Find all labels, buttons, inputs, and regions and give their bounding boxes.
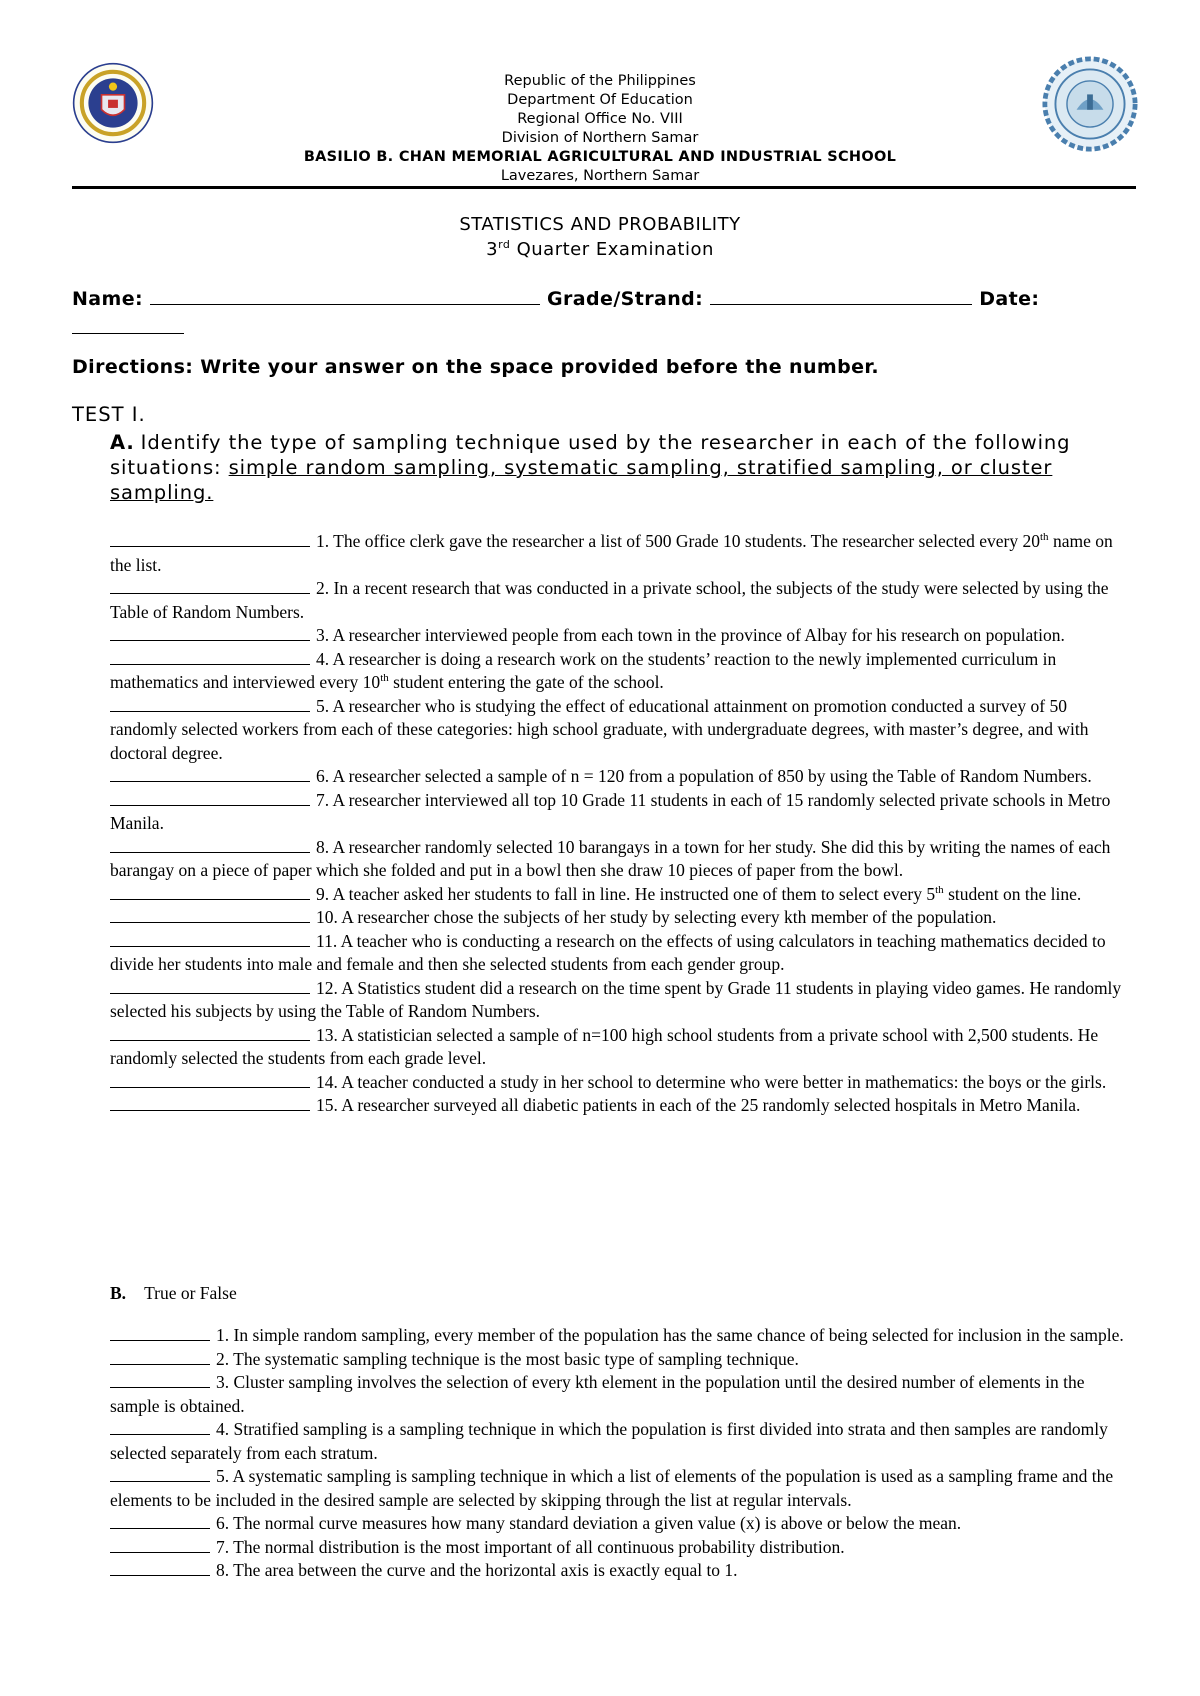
header-region: Regional Office No. VIII — [517, 111, 683, 127]
item-superscript: th — [380, 672, 389, 685]
part-a-item — [110, 883, 1135, 907]
item-text: 4. A researcher is doing a research work on the students’ reaction to the newly implemented curriculum in mathematics and interviewed every 10 — [110, 648, 1057, 692]
part-b-item — [110, 1465, 1135, 1512]
part-a-options: simple random sampling, systematic sampling, stratified sampling, or cluster sampling. — [110, 456, 1053, 504]
part-a-item — [110, 765, 1135, 789]
item-text: 1. In simple random sampling, every member of the population has the same chance of being selected for inclusion in the sample. — [216, 1325, 1124, 1345]
answer-blank[interactable] — [110, 1024, 310, 1041]
item-text: 11. A teacher who is conducting a research on the effects of using calculators in teaching mathematics decided to divide her students into male and female and then she selected students from each gender group. — [110, 930, 1106, 974]
answer-blank[interactable] — [110, 1371, 210, 1388]
item-text-cont: name on the list. — [110, 531, 1113, 575]
part-b-item — [110, 1348, 1135, 1372]
item-text: 7. The normal distribution is the most important of all continuous probability distribution. — [216, 1536, 845, 1557]
student-info-line — [72, 284, 1132, 342]
item-text: 8. A researcher randomly selected 10 barangays in a town for her study. She did this by writing the names of each barangay on a piece of paper which she folded and put in a bowl then she draw 10 pieces of paper from the bowl. — [110, 836, 1111, 880]
deped-seal-icon — [72, 62, 154, 144]
part-b-title: True or False — [144, 1283, 237, 1303]
part-a-items — [110, 530, 1135, 1118]
item-text: 6. A researcher selected a sample of n = 120 from a population of 850 by using the Table of Random Numbers. — [316, 766, 1092, 786]
part-a-item — [110, 906, 1135, 930]
part-a-item — [110, 624, 1135, 648]
part-a-item — [110, 648, 1135, 695]
item-text: 5. A systematic sampling is sampling technique in which a list of elements of the population is used as a sampling frame and the elements to be included in the desired sample are selected by skipping through the list at regular intervals. — [110, 1466, 1114, 1510]
item-text: 10. A researcher chose the subjects of her study by selecting every kth member of the population. — [316, 907, 997, 927]
item-text-cont: student entering the gate of the school. — [388, 672, 664, 692]
item-text-cont: student on the line. — [943, 883, 1082, 904]
answer-blank[interactable] — [110, 789, 310, 806]
part-a-item — [110, 695, 1135, 766]
part-a-item — [110, 530, 1135, 577]
name-blank[interactable] — [150, 284, 540, 305]
part-b-item — [110, 1536, 1135, 1560]
part-a-item — [110, 1024, 1135, 1071]
answer-blank[interactable] — [110, 836, 310, 853]
answer-blank[interactable] — [110, 765, 310, 782]
answer-blank[interactable] — [110, 1418, 210, 1435]
part-b-items — [110, 1324, 1135, 1583]
header-divider — [72, 186, 1136, 189]
header-school-name: BASILIO B. CHAN MEMORIAL AGRICULTURAL AND INDUSTRIAL SCHOOL — [303, 149, 897, 165]
part-a-item — [110, 1094, 1135, 1118]
part-a-instructions — [110, 430, 1135, 505]
item-text: 12. A Statistics student did a research on the time spent by Grade 11 students in playing video games. He randomly selected his subjects by using the Table of Random Numbers. — [110, 977, 1122, 1021]
header-location: Lavezares, Northern Samar — [500, 168, 700, 184]
letterhead — [180, 72, 1020, 186]
answer-blank[interactable] — [110, 530, 310, 547]
part-b-item — [110, 1371, 1135, 1418]
answer-blank[interactable] — [110, 1536, 210, 1553]
part-a-item — [110, 789, 1135, 836]
item-superscript: th — [935, 883, 944, 896]
item-text: 7. A researcher interviewed all top 10 Grade 11 students in each of 15 randomly selected private schools in Metro Manila. — [110, 789, 1111, 833]
item-text: 15. A researcher surveyed all diabetic patients in each of the 25 randomly selected hospitals in Metro Manila. — [316, 1095, 1081, 1115]
part-b-item — [110, 1559, 1135, 1583]
answer-blank[interactable] — [110, 1071, 310, 1088]
item-text: 1. The office clerk gave the researcher a list of 500 Grade 10 students. The researcher selected every 20 — [316, 531, 1040, 551]
name-label: Name: — [72, 288, 144, 310]
answer-blank[interactable] — [110, 1094, 310, 1111]
part-a-item — [110, 977, 1135, 1024]
item-text: 2. The systematic sampling technique is the most basic type of sampling technique. — [216, 1348, 799, 1369]
answer-blank[interactable] — [110, 930, 310, 947]
exam-title — [0, 212, 1200, 262]
item-superscript: th — [1040, 531, 1049, 544]
answer-blank[interactable] — [110, 577, 310, 594]
answer-blank[interactable] — [110, 1324, 210, 1341]
part-b-item — [110, 1512, 1135, 1536]
part-b-item — [110, 1418, 1135, 1465]
item-text: 9. A teacher asked her students to fall in line. He instructed one of them to select every 5 — [316, 883, 936, 904]
test-label: TEST I. — [72, 403, 146, 426]
answer-blank[interactable] — [110, 906, 310, 923]
date-blank[interactable] — [72, 313, 184, 334]
answer-blank[interactable] — [110, 648, 310, 665]
answer-blank[interactable] — [110, 695, 310, 712]
part-a-item — [110, 930, 1135, 977]
answer-blank[interactable] — [110, 1559, 210, 1576]
answer-blank[interactable] — [110, 624, 310, 641]
header-division: Division of Northern Samar — [501, 130, 699, 146]
grade-strand-label: Grade/Strand: — [547, 288, 704, 310]
part-a-instruction: Identify the type of sampling technique used by the researcher in each of the following situations: — [110, 431, 1071, 479]
item-text: 14. A teacher conducted a study in her school to determine who were better in mathematics: the boys or the girls. — [316, 1071, 1107, 1092]
grade-strand-blank[interactable] — [710, 284, 972, 305]
item-text: 5. A researcher who is studying the effect of educational attainment on promotion conducted a survey of 50 randomly selected workers from each of these categories: high school graduate, with undergraduate degrees, with master’s degree, and with doctoral degree. — [110, 695, 1089, 763]
header-country: Republic of the Philippines — [504, 73, 696, 89]
part-b-label: B. — [110, 1283, 127, 1303]
date-label: Date: — [979, 288, 1040, 310]
item-text: 8. The area between the curve and the horizontal axis is exactly equal to 1. — [216, 1560, 738, 1580]
item-text: 3. Cluster sampling involves the selection of every kth element in the population until the desired number of elements in the sample is obtained. — [110, 1372, 1085, 1416]
school-seal-icon — [1042, 56, 1138, 152]
part-b-heading — [110, 1283, 237, 1304]
item-text: 3. A researcher interviewed people from each town in the province of Albay for his research on population. — [316, 625, 1065, 645]
item-text: 2. In a recent research that was conducted in a private school, the subjects of the study were selected by using the Table of Random Numbers. — [110, 578, 1109, 622]
header-department: Department Of Education — [507, 92, 693, 108]
part-a-item — [110, 1071, 1135, 1095]
item-text: 6. The normal curve measures how many standard deviation a given value (x) is above or below the mean. — [216, 1513, 962, 1533]
item-text: 4. Stratified sampling is a sampling technique in which the population is first divided into strata and then samples are randomly selected separately from each stratum. — [110, 1419, 1108, 1463]
directions: Directions: Write your answer on the space provided before the number. — [72, 356, 880, 378]
subject-title: STATISTICS AND PROBABILITY — [459, 214, 741, 235]
answer-blank[interactable] — [110, 1512, 210, 1529]
answer-blank[interactable] — [110, 1348, 210, 1365]
quarter-title: 3rd Quarter Examination — [486, 238, 714, 260]
part-a-item — [110, 577, 1135, 624]
answer-blank[interactable] — [110, 1465, 210, 1482]
part-a-item — [110, 836, 1135, 883]
part-a-label: A. — [110, 431, 135, 454]
part-b-item — [110, 1324, 1135, 1348]
answer-blank[interactable] — [110, 977, 310, 994]
item-text: 13. A statistician selected a sample of n=100 high school students from a private school with 2,500 students. He randomly selected the students from each grade level. — [110, 1024, 1099, 1068]
answer-blank[interactable] — [110, 883, 310, 900]
